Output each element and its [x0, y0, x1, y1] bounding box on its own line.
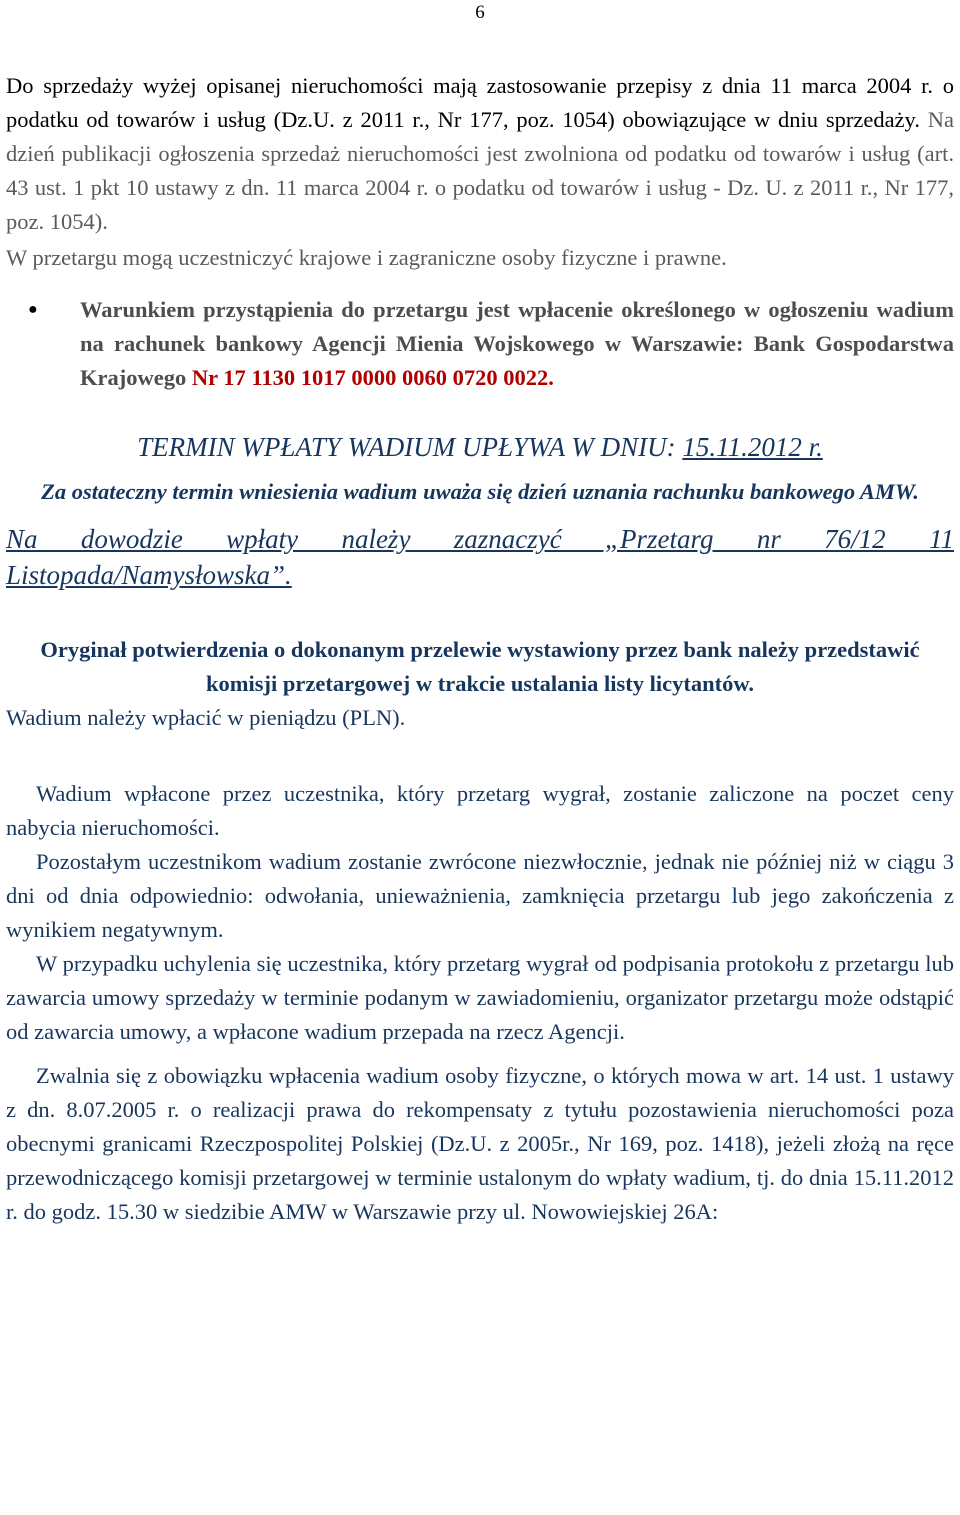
vat-intro-text: Do sprzedaży wyżej opisanej nieruchomości mają zastosowanie przepisy z dnia 11 marca 2004 r. o podatku od towarów i usług (Dz.U. z 2011 r., Nr 177, poz. 1054) obowiązujące w dniu sprzedaży.	[6, 73, 954, 132]
deposit-condition-body: Warunkiem przystąpienia do przetargu jest wpłacenie określonego w ogłoszeniu wadium na rachunek bankowy Agencji Mienia Wojskowego w Warszawie: Bank Gospodarstwa Krajowego	[80, 297, 954, 390]
vat-exempt-text: Na dzień publikacji ogłoszenia sprzedaż nieruchomości jest zwolniona od podatku od towarów i usług (art. 43 ust. 1 pkt 10 ustawy z dn. 11 marca 2004 r. o podatku od towarów i usług - Dz. U. z 2011 r., Nr 177, poz. 1054).	[6, 107, 955, 234]
deposit-deadline-date: 15.11.2012 r.	[682, 432, 823, 462]
page-number: 6	[475, 2, 485, 23]
rule-paragraph-4: Zwalnia się z obowiązku wpłacenia wadium osoby fizyczne, o których mowa w art. 14 ust. 1 ustawy z dn. 8.07.2005 r. o realizacji prawa do rekompensaty z tytułu pozostawienia nieruchomości poza obecnymi granicami Rzeczpospolitej Polskiej (Dz.U. z 2005r., Nr 169, poz. 1418), jeżeli złożą na ręce przewodniczącego komisji przetargowej w terminie ustalonym do wpłaty wadium, tj. do dnia 15.11.2012 r. do godz. 15.30 w siedzibie AMW w Warszawie przy ul. Nowowiejskiej 26A:	[6, 1063, 954, 1224]
deposit-deadline-label: TERMIN WPŁATY WADIUM UPŁYWA W DNIU:	[137, 432, 683, 462]
rule-paragraph-3: W przypadku uchylenia się uczestnika, który przetarg wygrał od podpisania protokołu z przetargu lub zawarcia umowy sprzedaży w terminie podanym w zawiadomieniu, organizator przetargu może odstąpić od zawarcia umowy, a wpłacone wadium przepada na rzecz Agencji.	[6, 951, 954, 1044]
confirmation-note: Oryginał potwierdzenia o dokonanym przelewie wystawiony przez bank należy przedstawić komisji przetargowej w trakcie ustalania listy licytantów.	[40, 637, 920, 696]
deadline-note: Za ostateczny termin wniesienia wadium uważa się dzień uznania rachunku bankowego AMW.	[41, 479, 919, 504]
deposit-condition-item	[6, 293, 954, 395]
document-body	[6, 69, 954, 1229]
currency-note: Wadium należy wpłacić w pieniądzu (PLN).	[6, 705, 406, 730]
participants-text: W przetargu mogą uczestniczyć krajowe i zagraniczne osoby fizyczne i prawne.	[6, 245, 727, 270]
deposit-deadline-heading	[6, 429, 954, 465]
bullet-icon: ●	[28, 301, 38, 318]
payment-reference: Na dowodzie wpłaty należy zaznaczyć „Przetarg nr 76/12 11 Listopada/Namysłowska”.	[6, 524, 954, 590]
bank-account-number: Nr 17 1130 1017 0000 0060 0720 0022.	[191, 365, 554, 390]
vat-paragraph	[6, 69, 954, 239]
deposit-condition-text	[80, 293, 954, 395]
rule-paragraph-2: Pozostałym uczestnikom wadium zostanie zwrócone niezwłocznie, jednak nie później niż w ciągu 3 dni od dnia odpowiednio: odwołania, unieważnienia, zamknięcia przetargu lub jego zakończenia z wynikiem negatywnym.	[6, 849, 954, 942]
rule-paragraph-1: Wadium wpłacone przez uczestnika, który przetarg wygrał, zostanie zaliczone na poczet ceny nabycia nieruchomości.	[6, 781, 954, 840]
